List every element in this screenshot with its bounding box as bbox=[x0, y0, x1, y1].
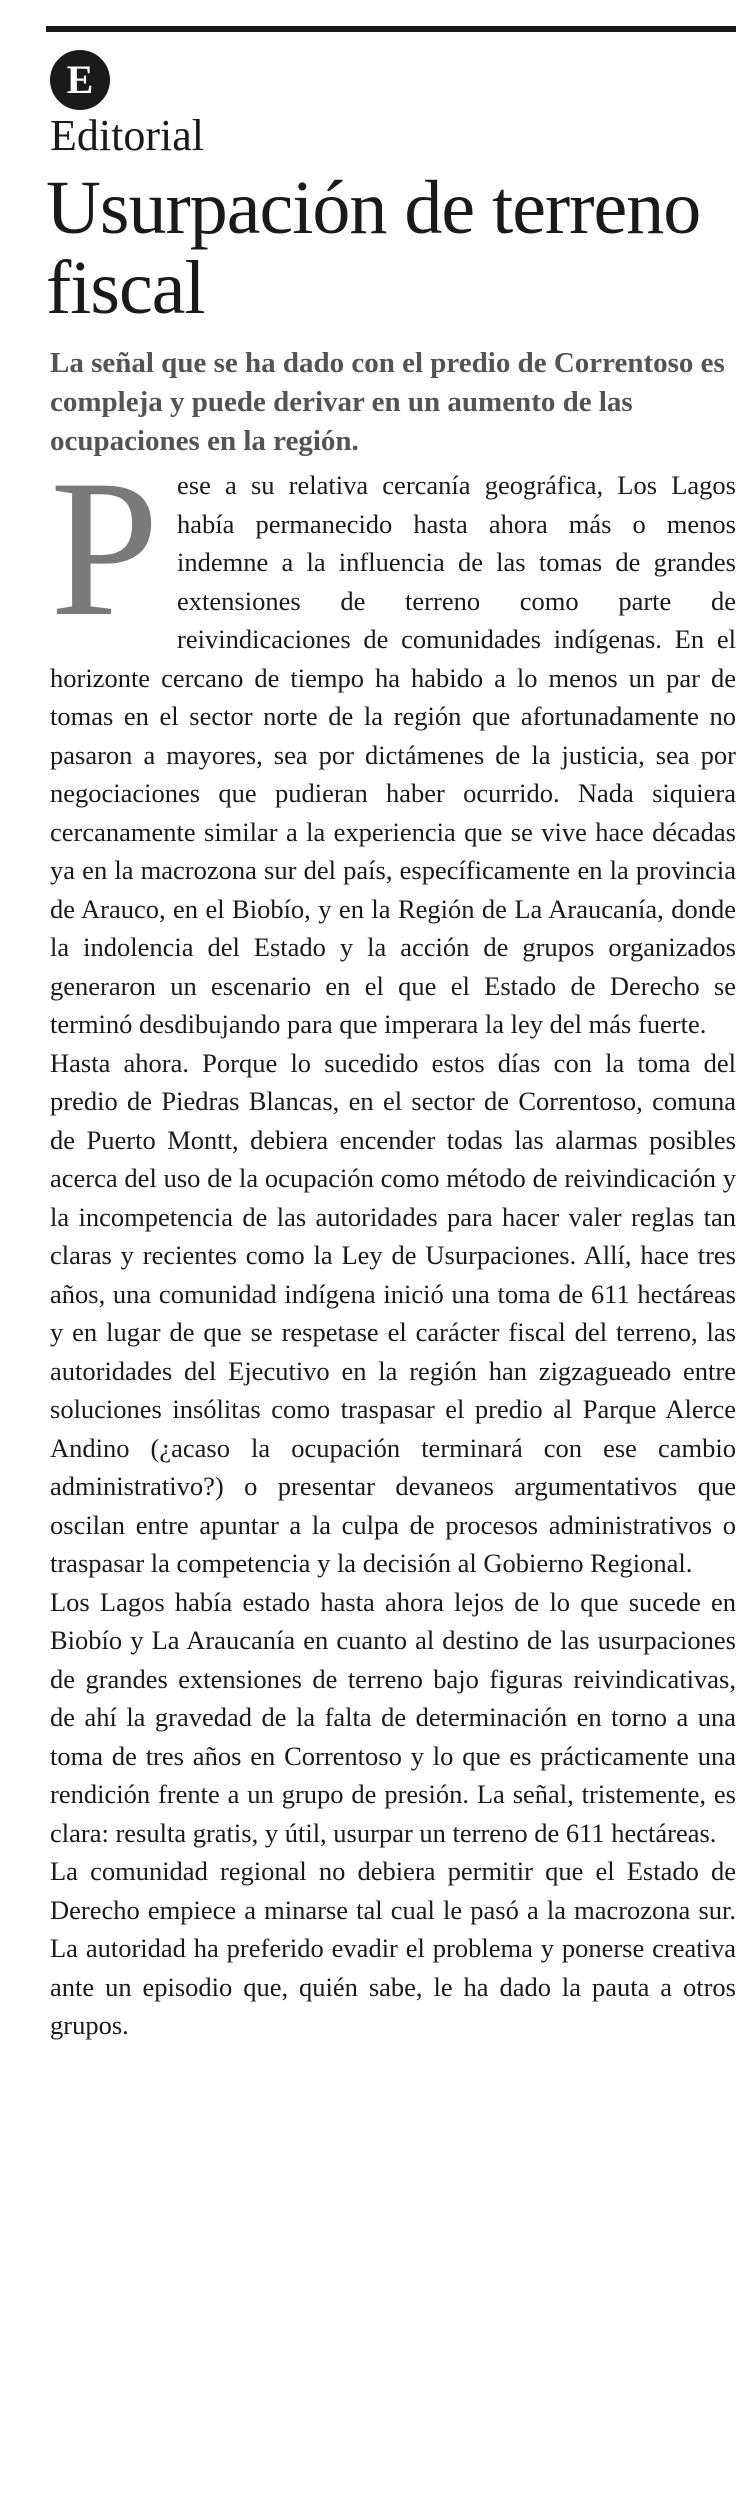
article-deck: La señal que se ha dado con el predio de Correntoso es compleja y puede derivar en un aumento de las ocupaciones en la región. bbox=[50, 347, 725, 457]
section-label: Editorial bbox=[50, 111, 204, 160]
article-body bbox=[50, 440, 736, 2045]
article-paragraph-4: La comunidad regional no debiera permitir que el Estado de Derecho empiece a minarse tal cual le pasó a la macrozona sur. La autoridad ha preferido evadir el problema y ponerse creativa ante un episodio que, quién sabe, le ha dado la pauta a otros grupos. bbox=[50, 1856, 736, 2040]
article-paragraph-3: Los Lagos había estado hasta ahora lejos de lo que sucede en Biobío y La Araucanía en cuanto al destino de las usurpaciones de grandes extensiones de terreno bajo figuras reivindicativas, de ahí la gravedad de la falta de determinación en torno a una toma de tres años en Correntoso y lo que es prácticamente una rendición frente a un grupo de presión. La señal, tristemente, es clara: resulta gratis, y útil, usurpar un terreno de 611 hectáreas. bbox=[50, 1586, 736, 1848]
drop-cap: P bbox=[50, 440, 160, 657]
article-headline: Usurpación de terreno fiscal bbox=[46, 166, 701, 330]
section-badge-e-icon: E bbox=[50, 50, 110, 110]
article-paragraph-2: Hasta ahora. Porque lo sucedido estos días con la toma del predio de Piedras Blancas, en el sector de Correntoso, comuna de Puerto Montt, debiera encender todas las alarmas posibles acerca del uso de la ocupación como método de reivindicación y la incompetencia de las autoridades para hacer valer reglas tan claras y recientes como la Ley de Usurpaciones. Allí, hace tres años, una comunidad indígena inició una toma de 611 hectáreas y en lugar de que se respetase el carácter fiscal del terreno, las autoridades del Ejecutivo en la región han zigzagueado entre soluciones insólitas como traspasar el predio al Parque Alerce Andino (¿acaso la ocupación terminará con ese cambio administrativo?) o presentar devaneos argumentativos que oscilan entre apuntar a la culpa de procesos administrativos o traspasar la competencia y la decisión al Gobierno Regional. bbox=[50, 1047, 736, 1578]
article-paragraph-1 bbox=[50, 440, 736, 1044]
paragraph-1-text: ese a su relativa cercanía geográfica, Los Lagos había permanecido hasta ahora más o menos indemne a la influencia de las tomas de grandes extensiones de terreno como parte de reivindicaciones de comunidades indígenas. En el horizonte cercano de tiempo ha habido a lo menos un par de tomas en el sector norte de la región que afortunadamente no pasaron a mayores, sea por dictámenes de la justicia, sea por negociaciones que pudieran haber ocurrido. Nada siquiera cercanamente similar a la experiencia que se vive hace décadas ya en la macrozona sur del país, específicamente en la provincia de Arauco, en el Biobío, y en la Región de La Araucanía, donde la indolencia del Estado y la acción de grupos organizados generaron un escenario en el que el Estado de Derecho se terminó desdibujando para que imperara la ley del más fuerte. bbox=[50, 470, 736, 1039]
top-rule-divider bbox=[46, 26, 736, 32]
